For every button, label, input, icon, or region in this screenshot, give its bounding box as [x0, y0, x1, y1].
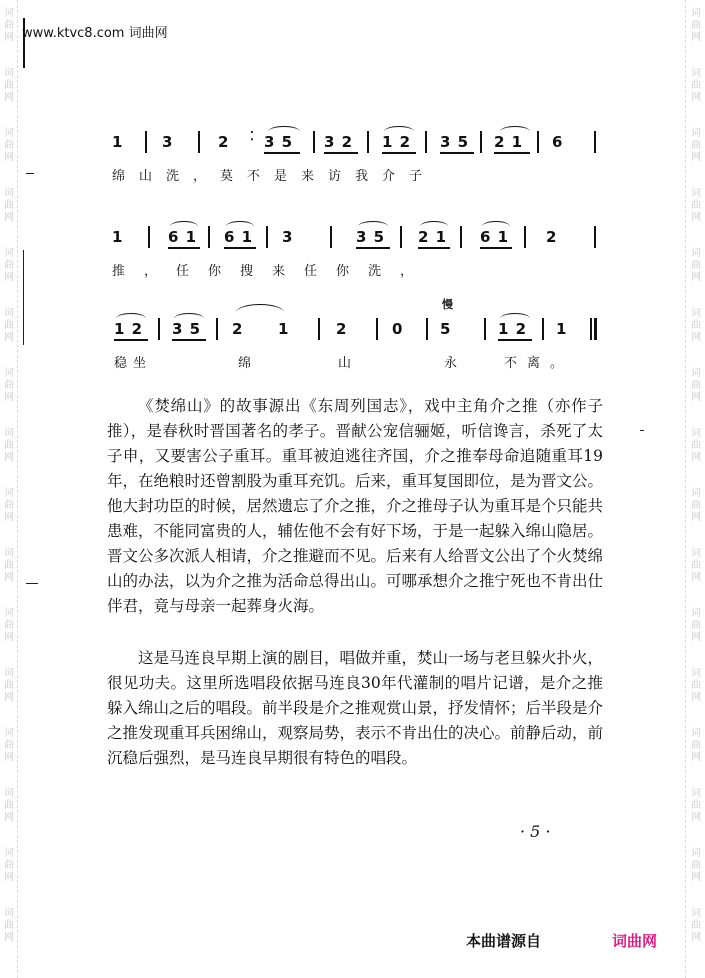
tempo-mark: 慢 — [442, 298, 454, 311]
watermark-glyph: 词 — [691, 488, 701, 499]
bar-line — [318, 318, 320, 340]
bar-line — [376, 318, 378, 340]
right-dashed-border — [685, 0, 686, 978]
watermark-glyph: 词 — [691, 848, 701, 859]
watermark-glyph: 曲 — [4, 260, 14, 271]
slur — [174, 313, 204, 324]
watermark-glyph: 词 — [4, 488, 14, 499]
note: 6 1 — [480, 228, 510, 246]
watermark-glyph: 曲 — [4, 920, 14, 931]
watermark-glyph: 网 — [691, 812, 701, 823]
note: 3 2 — [324, 133, 354, 151]
slur — [268, 126, 300, 137]
watermark-glyph: 曲 — [691, 20, 701, 31]
watermark-glyph: 曲 — [691, 380, 701, 391]
note: 3 5 — [440, 133, 470, 151]
underline — [382, 152, 416, 154]
underline — [172, 339, 206, 341]
watermark-glyph: 曲 — [4, 860, 14, 871]
note: 6 1 — [168, 228, 198, 246]
lyrics: 绵山洗，莫不是来访我介子 — [112, 169, 437, 184]
watermark-glyph: 网 — [4, 692, 14, 703]
site-header-link[interactable]: www.ktvc8.com 词曲网 — [22, 26, 168, 41]
watermark-glyph: 词 — [691, 368, 701, 379]
bar-line — [148, 226, 150, 248]
left-watermark-strip — [2, 0, 16, 978]
bar-line — [313, 131, 315, 153]
watermark-glyph: 曲 — [4, 200, 14, 211]
underline — [418, 247, 450, 249]
watermark-glyph: 曲 — [4, 320, 14, 331]
watermark-glyph: 网 — [4, 632, 14, 643]
watermark-glyph: 词 — [691, 188, 701, 199]
watermark-glyph: 网 — [4, 872, 14, 883]
watermark-glyph: 曲 — [691, 800, 701, 811]
watermark-glyph: 网 — [691, 212, 701, 223]
underline — [480, 247, 512, 249]
watermark-glyph: 网 — [4, 212, 14, 223]
watermark-glyph: 词 — [4, 848, 14, 859]
note: 1 2 — [382, 133, 412, 151]
watermark-glyph: 词 — [4, 788, 14, 799]
note: 3 5 — [264, 133, 294, 151]
bar-line — [537, 131, 539, 153]
slur — [236, 304, 284, 321]
watermark-glyph: 词 — [691, 788, 701, 799]
bar-line — [198, 131, 200, 153]
bar-line — [426, 318, 428, 340]
bar-line — [594, 226, 596, 248]
left-dashed-border — [17, 0, 18, 978]
watermark-glyph: 词 — [4, 128, 14, 139]
watermark-glyph: 词 — [4, 908, 14, 919]
watermark-glyph: 词 — [691, 728, 701, 739]
note: 2 1 — [494, 133, 524, 151]
note: 3 — [162, 133, 174, 151]
watermark-glyph: 曲 — [691, 320, 701, 331]
slur — [226, 221, 254, 232]
note: 5 — [440, 320, 452, 338]
note: 2 — [336, 320, 348, 338]
watermark-glyph: 词 — [691, 248, 701, 259]
watermark-glyph: 曲 — [691, 560, 701, 571]
watermark-glyph: 网 — [4, 92, 14, 103]
slur — [170, 221, 198, 232]
note: 1 — [112, 228, 124, 246]
watermark-glyph: 词 — [691, 308, 701, 319]
bar-line — [158, 318, 160, 340]
final-bar-line — [594, 318, 597, 340]
watermark-glyph: 词 — [691, 128, 701, 139]
right-watermark-strip — [689, 0, 703, 978]
watermark-glyph: 曲 — [4, 440, 14, 451]
watermark-glyph: 网 — [4, 32, 14, 43]
bar-line — [330, 226, 332, 248]
margin-mark — [23, 250, 24, 345]
watermark-glyph: 词 — [4, 668, 14, 679]
watermark-glyph: 词 — [4, 188, 14, 199]
bar-line — [367, 131, 369, 153]
note: 0 — [392, 320, 404, 338]
slur — [116, 313, 146, 324]
watermark-glyph: 曲 — [4, 500, 14, 511]
watermark-glyph: 网 — [4, 812, 14, 823]
note: 2 1 — [418, 228, 448, 246]
note: 1 2 — [498, 320, 528, 338]
watermark-glyph: 网 — [4, 512, 14, 523]
bar-line — [542, 318, 544, 340]
lyrics: 山 — [338, 356, 366, 371]
bar-line — [208, 226, 210, 248]
underline — [498, 339, 532, 341]
underline — [168, 247, 200, 249]
underline — [324, 152, 358, 154]
watermark-glyph: 网 — [4, 272, 14, 283]
underline — [264, 152, 300, 154]
slur — [500, 313, 530, 324]
watermark-glyph: 网 — [691, 632, 701, 643]
watermark-glyph: 曲 — [691, 860, 701, 871]
watermark-glyph: 网 — [4, 152, 14, 163]
slur — [482, 221, 510, 232]
lyrics: 不离。 — [504, 356, 574, 371]
bar-line — [480, 131, 482, 153]
bar-line — [594, 131, 596, 153]
watermark-glyph: 网 — [691, 572, 701, 583]
watermark-glyph: 曲 — [691, 500, 701, 511]
paragraph: 《焚绵山》的故事源出《东周列国志》，戏中主角介之推（亦作子推），是春秋时晋国著名的孝子。晋献公宠信骊姬，听信谗言，杀死了太子申，又要害公子重耳。重耳被迫逃往齐国，介之推奉母命追随重耳19年，在绝粮时还曾割股为重耳充饥。后来，重耳复国即位，是为晋文公。他大封功臣的时候，居然遗忘了介之推，介之推母子认为重耳是个只能共患难，不能同富贵的人，辅佐他不会有好下场，于是一起躲入绵山隐居。晋文公多次派人相请，介之推避而不见。后来有人给晋文公出了个火焚绵山的办法，以为介之推为活命总得出山。可哪承想介之推宁死也不肯出仕伴君，竟与母亲一起葬身火海。 — [107, 397, 604, 615]
watermark-glyph: 网 — [691, 392, 701, 403]
watermark-glyph: 网 — [4, 572, 14, 583]
lyrics: 推，任你搜来任你洗， — [112, 264, 433, 279]
note: 6 — [552, 133, 564, 151]
watermark-glyph: 网 — [691, 32, 701, 43]
bar-line — [524, 226, 526, 248]
watermark-glyph: 词 — [4, 548, 14, 559]
bar-line — [425, 131, 427, 153]
bar-line — [145, 131, 147, 153]
slur — [420, 221, 448, 232]
watermark-glyph: 网 — [691, 752, 701, 763]
margin-mark — [26, 583, 38, 584]
watermark-glyph: 词 — [691, 608, 701, 619]
footer-source-label: 本曲谱源自 — [466, 932, 542, 950]
watermark-glyph: 网 — [691, 152, 701, 163]
note: 1 — [112, 133, 124, 151]
watermark-glyph: 曲 — [691, 920, 701, 931]
watermark-glyph: 曲 — [691, 260, 701, 271]
watermark-glyph: 曲 — [691, 140, 701, 151]
watermark-glyph: 曲 — [4, 20, 14, 31]
watermark-glyph: 网 — [691, 452, 701, 463]
watermark-glyph: 词 — [4, 68, 14, 79]
watermark-glyph: 曲 — [4, 800, 14, 811]
watermark-glyph: 词 — [4, 368, 14, 379]
watermark-glyph: 网 — [691, 272, 701, 283]
watermark-glyph: 词 — [4, 248, 14, 259]
watermark-glyph: 曲 — [691, 680, 701, 691]
watermark-glyph: 网 — [4, 392, 14, 403]
note: 3 5 — [356, 228, 386, 246]
watermark-glyph: 曲 — [691, 620, 701, 631]
note: 2 — [232, 320, 244, 338]
watermark-glyph: 词 — [4, 728, 14, 739]
underline — [494, 152, 530, 154]
watermark-glyph: 词 — [691, 668, 701, 679]
slur — [358, 221, 388, 232]
watermark-glyph: 曲 — [691, 200, 701, 211]
note: 2 — [546, 228, 558, 246]
watermark-glyph: 曲 — [4, 380, 14, 391]
watermark-glyph: 词 — [4, 8, 14, 19]
lyrics: 永 — [444, 356, 472, 371]
watermark-glyph: 网 — [691, 692, 701, 703]
watermark-glyph: 网 — [691, 932, 701, 943]
watermark-glyph: 曲 — [4, 620, 14, 631]
note: 3 5 — [172, 320, 202, 338]
margin-mark — [640, 430, 644, 431]
bar-line — [266, 226, 268, 248]
margin-mark — [26, 173, 34, 174]
paragraph: 这是马连良早期上演的剧目，唱做并重，焚山一场与老旦躲火扑火，很见功夫。这里所选唱段依据马连良30年代灌制的唱片记谱，是介之推躲入绵山之后的唱段。前半段是介之推观赏山景，抒发情怀；后半段是介之推发现重耳兵困绵山，观察局势，表示不肯出仕的决心。前静后动，前沉稳后强烈，是马连良早期很有特色的唱段。 — [107, 649, 604, 767]
note: 1 — [556, 320, 568, 338]
bar-line — [460, 226, 462, 248]
watermark-glyph: 曲 — [4, 140, 14, 151]
underline — [440, 152, 474, 154]
watermark-glyph: 网 — [4, 932, 14, 943]
watermark-glyph: 曲 — [691, 80, 701, 91]
note: 3 — [282, 228, 294, 246]
watermark-glyph: 词 — [4, 608, 14, 619]
watermark-glyph: 词 — [4, 308, 14, 319]
watermark-glyph: 词 — [691, 8, 701, 19]
note: 1 — [278, 320, 290, 338]
watermark-glyph: 词 — [691, 428, 701, 439]
watermark-glyph: 曲 — [4, 560, 14, 571]
lyrics: 稳坐 — [114, 356, 153, 371]
watermark-glyph: 曲 — [4, 740, 14, 751]
watermark-glyph: 曲 — [4, 80, 14, 91]
watermark-glyph: 网 — [691, 872, 701, 883]
watermark-glyph: 曲 — [691, 740, 701, 751]
bar-line — [216, 318, 218, 340]
watermark-glyph: 曲 — [691, 440, 701, 451]
underline — [224, 247, 256, 249]
page-number: · 5 · — [520, 822, 551, 841]
underline — [356, 247, 390, 249]
bar-line — [590, 318, 592, 340]
note: 1 2 — [114, 320, 144, 338]
bar-line — [484, 318, 486, 340]
watermark-glyph: 词 — [4, 428, 14, 439]
underline — [114, 339, 148, 341]
bar-line — [400, 226, 402, 248]
watermark-glyph: 网 — [4, 752, 14, 763]
note: 6 1 — [224, 228, 254, 246]
watermark-glyph: 曲 — [4, 680, 14, 691]
slur — [384, 126, 414, 137]
watermark-glyph: 词 — [691, 548, 701, 559]
slur — [500, 126, 530, 137]
watermark-glyph: 网 — [691, 92, 701, 103]
lyrics: 绵 — [238, 356, 266, 371]
watermark-glyph: 词 — [691, 908, 701, 919]
watermark-glyph: 词 — [691, 68, 701, 79]
watermark-glyph: 网 — [4, 332, 14, 343]
note: 2 — [218, 133, 230, 151]
watermark-glyph: 网 — [691, 512, 701, 523]
watermark-glyph: 网 — [4, 452, 14, 463]
watermark-glyph: 网 — [691, 332, 701, 343]
footer-site-link[interactable]: 词曲网 — [612, 932, 658, 950]
